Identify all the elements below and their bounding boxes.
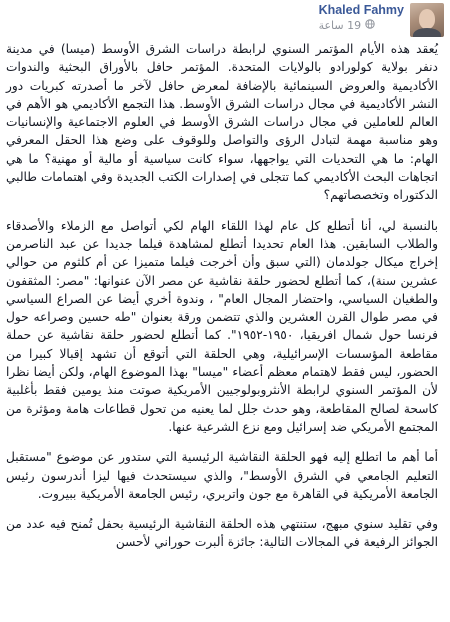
author-name[interactable]: Khaled Fahmy (318, 3, 404, 17)
post-paragraph: يُعقد هذه الأيام المؤتمر السنوي لرابطة دراسات الشرق الأوسط (ميسا) في مدينة دنفر بولاية كولورادو بالولايات المتحدة. المؤتمر حافل بالأوراق البحثية والندوات الأكاديمية والعروض السينمائية بالإضافة لمعرض حافل لآخر ما أصدرته كبريات دور النشر الأكاديمية في مجال دراسات الشرق الأوسط. هذا التجمع الأكاديمي هو الأهم في العالم للعاملين في مجال دراسات الشرق الأوسط في العلوم الاجتماعية والإنسانيات وهو مناسبة مهمة لتبادل الرؤى والتواصل وللوقوف على وضع هذا الحقل المعرفي الهام: ما هي التحديات التي يواجهها، سواء كانت سياسية أو مالية أو مهنية؟ ما هي اتجاهات البحث الأكاديمي كما تتجلى في إصدارات الكتب الجديدة وفي اهتمامات طالبي الدكتوراه وتخصصاتهم؟ (6, 42, 438, 203)
post-paragraph: بالنسبة لي، أنا أتطلع كل عام لهذا اللقاء الهام لكي أتواصل مع الزملاء والأصدقاء والطلاب السابقين. هذا العام تحديدا أتطلع لمشاهدة فيلما جديدا عن عبد الناصرمن إخراج ميكال جولدمان (التي سبق وأن أخرجت فيلما متميزا عن أم كلثوم من حوالي عشرين سنة)، كما أتطلع لحضور حلقة نقاشية عن مصر الآن عنوانها: "مصر: المثقفون والطغيان السياسي، واحتضار المجال العام" ، وندوة أخري أيضا عن الصراع السياسي في مصر طوال القرن العشرين والذي تتضمن ورقة بعنوان "طه حسين وصراعه حول فرنسا حول شمال افريقيا، ١٩٥٠-١٩٥٢". كما أتطلع لحضور حلقة نقاشية عن حملة مقاطعة المؤسسات الإسرائيلية، وهي الحلقة التي أتوقع أن تشهد إقبالا كبيرا من الحضور، ليس فقط لاهتمام معظم أعضاء "ميسا" بهذا الموضوع الهام، ولكن أيضا نظرا لأن المؤتمر السنوي لرابطة الأنثروبولوجيين الأمريكية صوتت منذ يومين فقط بأغلبية كاسحة لصالح المقاطعة، وهو حدث جلل لما يعنيه من تحول قطاعات هامة ومؤثرة من المجتمع الأمريكي ضد إسرائيل ومع نزع الشرعية عنها. (6, 218, 438, 434)
globe-icon (365, 18, 375, 33)
author-avatar[interactable] (410, 3, 444, 37)
post-timestamp-row (319, 18, 404, 33)
post-timestamp[interactable]: 19 ساعة (318, 19, 362, 32)
post-body (6, 40, 438, 564)
avatar-face (419, 9, 435, 29)
avatar-shoulders (413, 28, 441, 37)
post-paragraph: أما أهم ما اتطلع إليه فهو الحلقة النقاشية الرئيسية التي ستدور عن موضوع "مستقبل التعليم الجامعي في الشرق الأوسط"، والذي سيستحدث فيها ليزا أندرسون رئيس الجامعة الأمريكية في القاهرة مع جون واتربري، رئيس الجامعة الأمريكية ببيروت. (6, 450, 438, 501)
post-paragraph: وفي تقليد سنوي مبهج، ستنتهي هذه الحلقة النقاشية الرئيسية بحفل تُمنح فيه عدد من الجوائز الرفيعة في المجالات التالية: جائزة ألبرت حوراني لأحسن (6, 517, 438, 550)
post-header (0, 0, 450, 43)
post-meta (319, 3, 404, 33)
